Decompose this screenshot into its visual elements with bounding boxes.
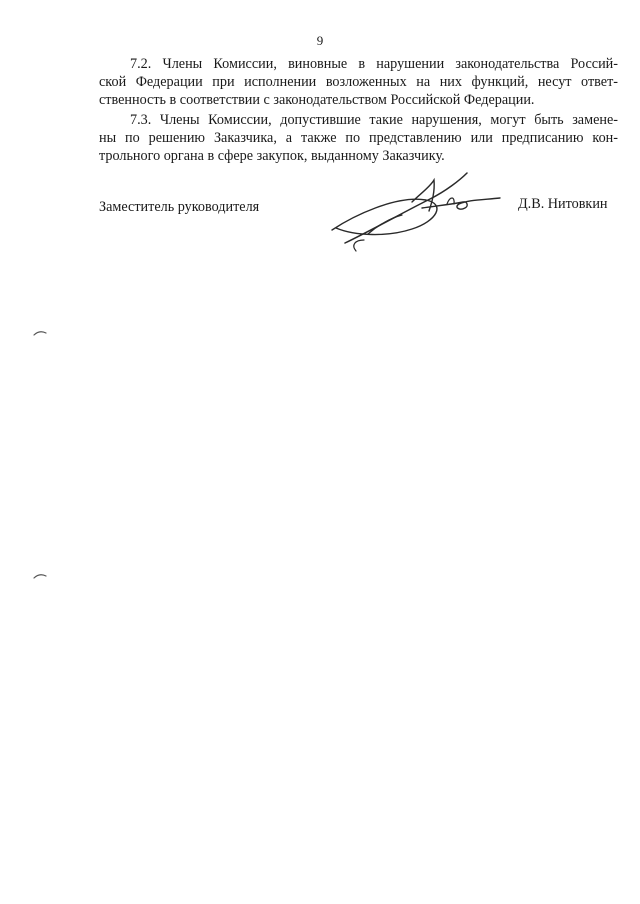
paragraph-7-2-line-1: 7.2. Члены Комиссии, виновные в нарушении законодательства Россий- bbox=[130, 56, 618, 72]
signer-name: Д.В. Нитовкин bbox=[518, 196, 608, 212]
handwritten-signature bbox=[318, 168, 503, 258]
page-number: 9 bbox=[316, 33, 324, 48]
paragraph-7-3-line-2: ны по решению Заказчика, а также по представлению или предписанию кон- bbox=[99, 130, 618, 146]
margin-mark bbox=[33, 329, 47, 337]
paragraph-7-3-line-1: 7.3. Члены Комиссии, допустившие такие нарушения, могут быть замене- bbox=[130, 112, 618, 128]
margin-mark bbox=[33, 572, 47, 580]
signatory-position: Заместитель руководителя bbox=[99, 199, 260, 215]
paragraph-7-3-line-3: трольного органа в сфере закупок, выданному Заказчику. bbox=[99, 148, 445, 164]
paragraph-7-2-line-2: ской Федерации при исполнении возложенных на них функций, несут ответ- bbox=[99, 74, 618, 90]
paragraph-7-2-line-3: ственность в соответствии с законодательством Российской Федерации. bbox=[99, 92, 535, 108]
